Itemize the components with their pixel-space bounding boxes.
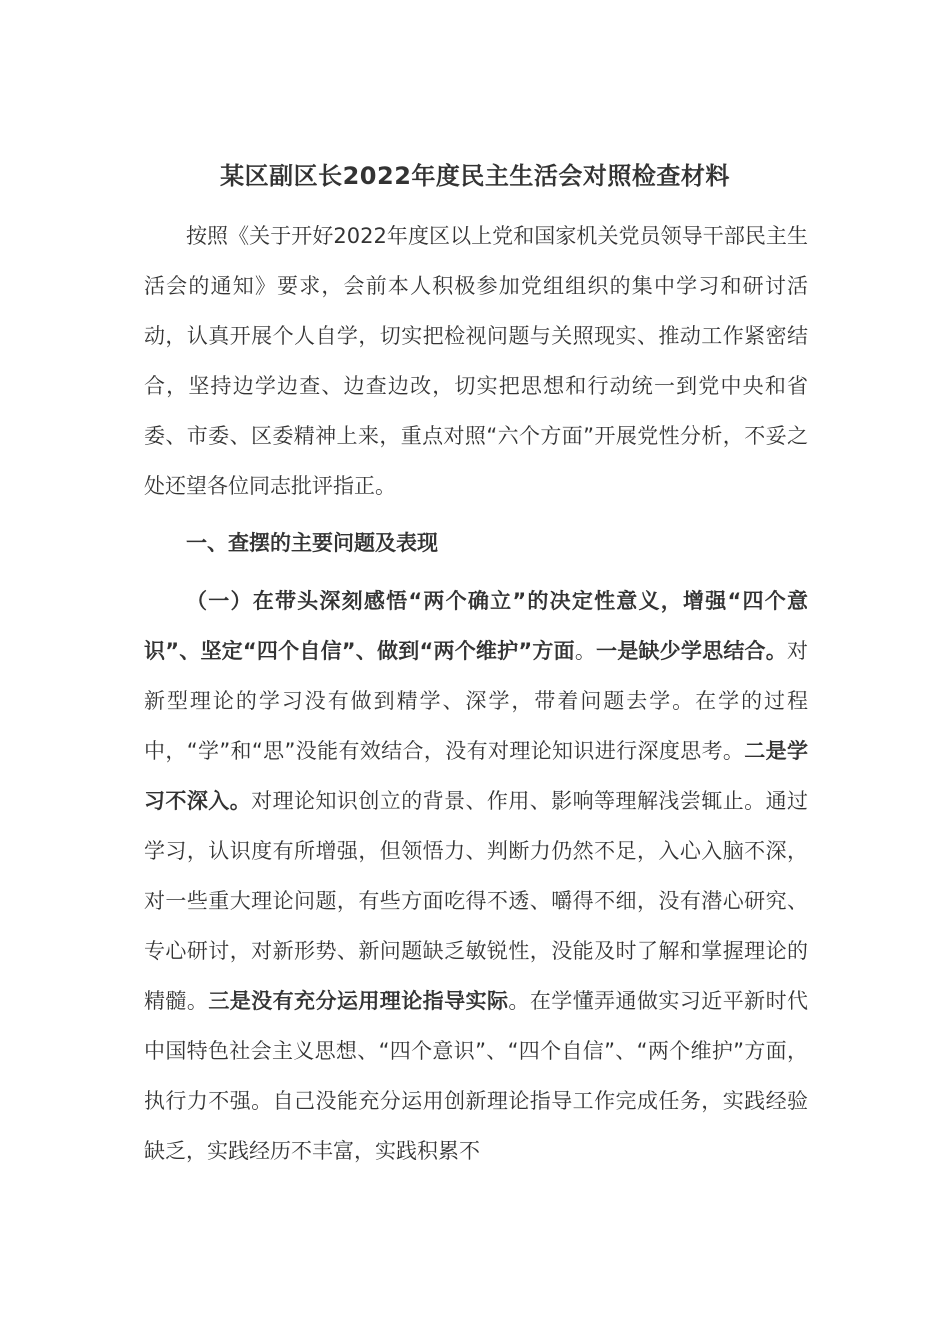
subsection-heading-end: 。 xyxy=(574,639,597,663)
section-heading-text: 一、查摆的主要问题及表现 xyxy=(186,531,438,555)
point3-text: 。在学懂弄通做实习近平新时代中国特色社会主义思想、“四个意识”、“四个自信”、“两个维护”方面，执行力不强。自己没能充分运用创新理论指导工作完成任务，实践经验缺乏，实践经历不丰富，实践积累不 xyxy=(144,989,809,1163)
subsection-heading: （一）在带头深刻感悟“两个确立”的决定性意义，增强“四个意识”、坚定“四个自信”、做到“两个维护”方面 xyxy=(144,589,808,663)
point3-label: 三是没有充分运用理论指导实际 xyxy=(208,989,509,1013)
document-title: 某区副区长2022年度民主生活会对照检查材料 xyxy=(220,162,730,190)
intro-paragraph-text: 按照《关于开好2022年度区以上党和国家机关党员领导干部民主生活会的通知》要求，会前本人积极参加党组组织的集中学习和研讨活动，认真开展个人自学，切实把检视问题与关照现实、推动工作紧密结合，坚持边学边查、边查边改，切实把思想和行动统一到党中央和省委、市委、区委精神上来，重点对照“六个方面”开展党性分析，不妥之处还望各位同志批评指正。 xyxy=(144,224,808,498)
subsection-paragraph xyxy=(144,576,808,1176)
point2-text: 对理论知识创立的背景、作用、影响等理解浅尝辄止。通过学习，认识度有所增强，但领悟力、判断力仍然不足，入心入脑不深，对一些重大理论问题，有些方面吃得不透、嚼得不细，没有潜心研究、专心研讨，对新形势、新问题缺乏敏锐性，没能及时了解和掌握理论的精髓。 xyxy=(144,789,809,1013)
point1-label: 一是缺少学思结合。 xyxy=(596,639,787,663)
point2-label: 二是学习不深入。 xyxy=(144,739,809,813)
subsection-paragraph-content xyxy=(144,576,808,1176)
point1-text: 对新型理论的学习没有做到精学、深学，带着问题去学。在学的过程中，“学”和“思”没能有效结合，没有对理论知识进行深度思考。 xyxy=(144,639,808,763)
intro-paragraph xyxy=(144,211,808,511)
section-heading xyxy=(144,518,808,568)
